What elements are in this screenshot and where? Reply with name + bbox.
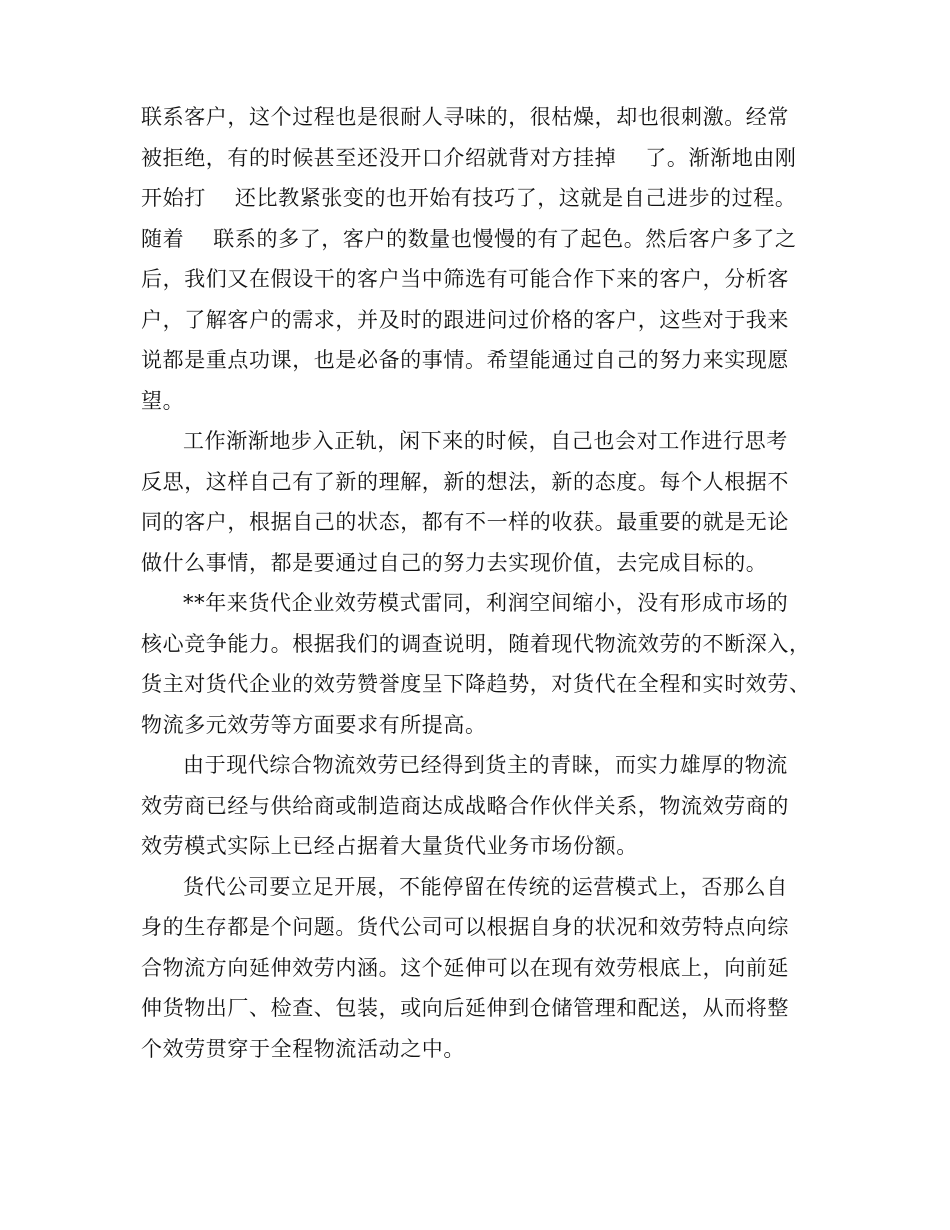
text-line: 说都是重点功课，也是必备的事情。希望能通过自己的努力来实现愿 xyxy=(141,348,789,372)
text-line: 望。 xyxy=(141,388,185,413)
text-line: 物流多元效劳等方面要求有所提高。 xyxy=(141,712,487,737)
text-line: **年来货代企业效劳模式雷同，利润空间缩小，没有形成市场的 xyxy=(183,591,789,615)
text-line: 工作渐渐地步入正轨，闲下来的时候，自己也会对工作进行思考 xyxy=(183,429,788,453)
text-line: 反思，这样自己有了新的理解，新的想法，新的态度。每个人根据不 xyxy=(141,469,789,494)
text-line: 货代公司要立足开展，不能停留在传统的运营模式上，否那么自 xyxy=(183,874,788,899)
text-line: 被拒绝，有的时候甚至还没开口介绍就背对方挂掉 了。渐渐地由刚 xyxy=(141,145,797,170)
text-line: 效劳模式实际上已经占据着大量货代业务市场份额。 xyxy=(141,834,638,858)
text-line: 效劳商已经与供给商或制造商达成战略合作伙伴关系，物流效劳商的 xyxy=(141,793,789,818)
text-line: 合物流方向延伸效劳内涵。这个延伸可以在现有效劳根底上，向前延 xyxy=(141,955,789,980)
text-line: 核心竞争能力。根据我们的调查说明，随着现代物流效劳的不断深入， xyxy=(141,631,811,656)
text-line: 由于现代综合物流效劳已经得到货主的青睐，而实力雄厚的物流 xyxy=(183,753,788,777)
text-line: 货主对货代企业的效劳赞誉度呈下降趋势，对货代在全程和实时效劳、 xyxy=(141,672,811,696)
text-line: 后，我们又在假设干的客户当中筛选有可能合作下来的客户，分析客 xyxy=(141,267,789,291)
text-line: 开始打 还比教紧张变的也开始有技巧了，这就是自己进步的过程。 xyxy=(141,186,797,210)
text-line: 户，了解客户的需求，并及时的跟进问过价格的客户，这些对于我来 xyxy=(141,307,789,332)
document-body xyxy=(141,97,841,1069)
text-line: 联系客户，这个过程也是很耐人寻味的，很枯燥，却也很刺激。经常 xyxy=(141,105,789,129)
text-line: 随着 联系的多了，客户的数量也慢慢的有了起色。然后客户多了之 xyxy=(141,226,797,251)
text-line: 同的客户，根据自己的状态，都有不一样的收获。最重要的就是无论 xyxy=(141,510,789,534)
text-line: 身的生存都是个问题。货代公司可以根据自身的状况和效劳特点向综 xyxy=(141,915,789,939)
text-line: 个效劳贯穿于全程物流活动之中。 xyxy=(141,1036,465,1061)
text-line: 做什么事情，都是要通过自己的努力去实现价值，去完成目标的。 xyxy=(141,550,768,575)
text-line: 伸货物出厂、检查、包装，或向后延伸到仓储管理和配送，从而将整 xyxy=(141,996,789,1020)
